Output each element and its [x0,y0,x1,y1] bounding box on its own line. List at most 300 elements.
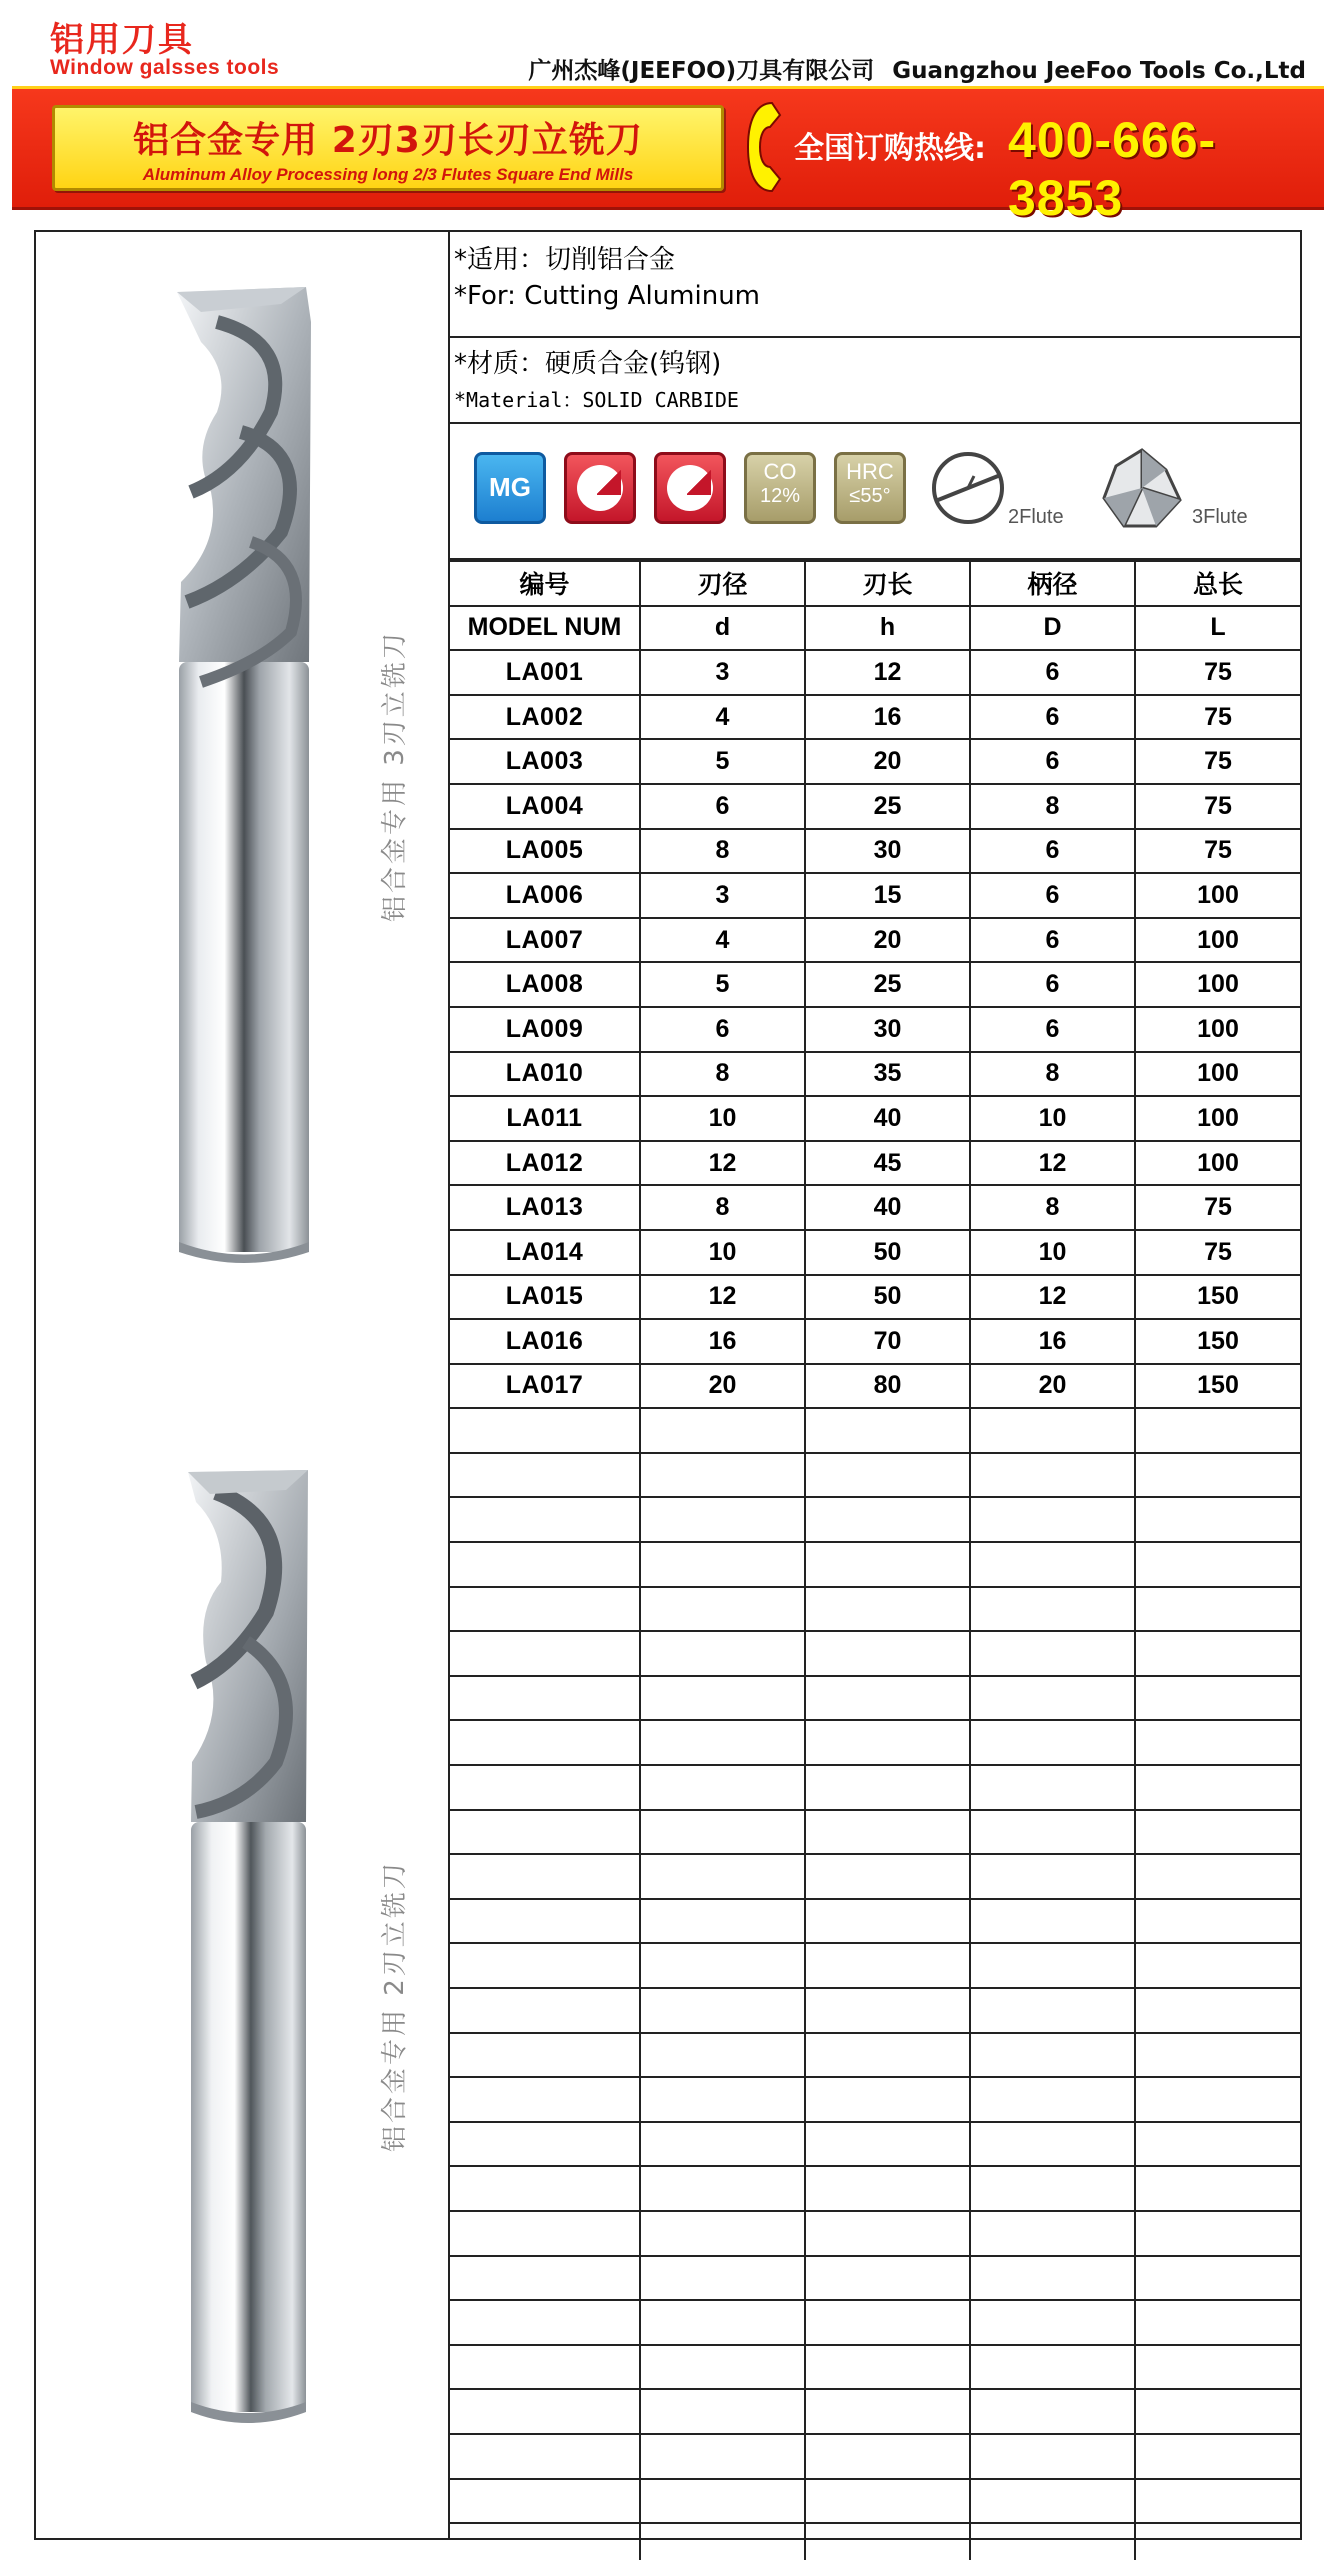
empty-cell [970,2256,1135,2301]
value-cell: 8 [640,1185,805,1230]
company-name-cn: 广州杰峰(JEEFOO)刀具有限公司 [528,58,875,84]
table-row [450,2033,1300,2078]
header-model-cn: 编号 [450,561,640,606]
material-info [450,338,1300,424]
empty-cell [805,2479,970,2524]
value-cell: 6 [970,650,1135,695]
spec-panel [450,232,1300,2538]
empty-cell [970,1988,1135,2033]
empty-cell [640,1453,805,1498]
empty-cell [805,2256,970,2301]
header-overall-en: L [1135,606,1300,651]
value-cell: 10 [640,1096,805,1141]
empty-cell [640,1542,805,1587]
value-cell: 8 [970,1185,1135,1230]
empty-cell [805,1854,970,1899]
model-cell: LA010 [450,1052,640,1097]
table-row [450,1364,1300,1409]
table-row [450,1676,1300,1721]
header-overall-cn: 总长 [1135,561,1300,606]
empty-cell [970,1676,1135,1721]
empty-cell [970,2345,1135,2390]
header-diameter-cn: 刃径 [640,561,805,606]
empty-cell [970,2389,1135,2434]
empty-cell [805,2389,970,2434]
table-row [450,1453,1300,1498]
end-mill-3flute-image [121,282,321,1282]
cobalt-content-icon [744,452,816,524]
helix-35-icon [654,452,726,524]
empty-cell [1135,1676,1300,1721]
empty-cell [805,1988,970,2033]
value-cell: 6 [970,962,1135,1007]
empty-cell [450,1810,640,1855]
value-cell: 150 [1135,1319,1300,1364]
empty-cell [805,1542,970,1587]
empty-cell [1135,1810,1300,1855]
table-row [450,1230,1300,1275]
empty-cell [970,2479,1135,2524]
empty-cell [640,1810,805,1855]
company-name-en: Guangzhou JeeFoo Tools Co.,Ltd [892,58,1306,84]
empty-cell [970,1899,1135,1944]
empty-cell [805,2033,970,2078]
application-info [450,232,1300,338]
value-cell: 4 [640,695,805,740]
banner-title-en: Aluminum Alloy Processing long 2/3 Flutes Square End Mills [142,165,634,184]
empty-cell [970,2077,1135,2122]
empty-cell [1135,1720,1300,1765]
empty-cell [1135,2122,1300,2167]
model-cell: LA009 [450,1007,640,1052]
value-cell: 8 [640,1052,805,1097]
empty-cell [805,1810,970,1855]
value-cell: 16 [805,695,970,740]
empty-cell [640,2389,805,2434]
empty-cell [805,1497,970,1542]
tool1-side-label: 铝合金专用 3刃立铣刀 [380,630,410,922]
value-cell: 20 [640,1364,805,1409]
feature-icons [450,424,1300,560]
empty-cell [1135,1408,1300,1453]
header-shank-en: D [970,606,1135,651]
model-cell: LA017 [450,1364,640,1409]
empty-cell [1135,2434,1300,2479]
empty-cell [1135,2256,1300,2301]
empty-cell [805,1765,970,1810]
value-cell: 8 [970,1052,1135,1097]
value-cell: 20 [805,918,970,963]
empty-cell [970,1765,1135,1810]
material-cn: *材质：硬质合金(钨钢) [454,349,722,379]
model-cell: LA004 [450,784,640,829]
table-row [450,2256,1300,2301]
empty-cell [640,2077,805,2122]
table-row [450,2211,1300,2256]
empty-cell [970,1497,1135,1542]
value-cell: 100 [1135,1096,1300,1141]
table-row [450,1854,1300,1899]
value-cell: 6 [970,695,1135,740]
value-cell: 50 [805,1230,970,1275]
value-cell: 12 [970,1275,1135,1320]
empty-cell [450,1408,640,1453]
value-cell: 75 [1135,695,1300,740]
empty-cell [1135,2300,1300,2345]
empty-cell [450,1943,640,1988]
banner-title-cn: 铝合金专用 2刃3刃长刃立铣刀 [133,120,643,161]
value-cell: 100 [1135,1141,1300,1186]
value-cell: 25 [805,962,970,1007]
empty-cell [1135,2479,1300,2524]
empty-cell [1135,2033,1300,2078]
empty-cell [640,1765,805,1810]
header-length-en: h [805,606,970,651]
empty-cell [640,1720,805,1765]
empty-cell [450,2434,640,2479]
value-cell: 3 [640,873,805,918]
value-cell: 75 [1135,650,1300,695]
empty-cell [640,1408,805,1453]
value-cell: 30 [805,1007,970,1052]
table-row [450,1007,1300,1052]
value-cell: 40 [805,1096,970,1141]
value-cell: 8 [640,829,805,874]
model-cell: LA007 [450,918,640,963]
empty-cell [450,2345,640,2390]
table-row [450,1765,1300,1810]
model-cell: LA005 [450,829,640,874]
hotline-label: 全国订购热线: [794,131,986,166]
value-cell: 16 [640,1319,805,1364]
value-cell: 10 [970,1230,1135,1275]
spec-table [450,560,1300,2560]
value-cell: 45 [805,1141,970,1186]
value-cell: 6 [970,918,1135,963]
table-row [450,1408,1300,1453]
table-row [450,2434,1300,2479]
table-row [450,650,1300,695]
value-cell: 50 [805,1275,970,1320]
empty-cell [970,1854,1135,1899]
application-en: *For: Cutting Aluminum [454,281,761,311]
empty-cell [640,2345,805,2390]
table-row [450,1497,1300,1542]
value-cell: 12 [640,1141,805,1186]
empty-cell [1135,2345,1300,2390]
hardness-value: ≤55° [849,485,891,507]
model-cell: LA015 [450,1275,640,1320]
value-cell: 10 [970,1096,1135,1141]
empty-cell [970,2523,1135,2560]
value-cell: 100 [1135,873,1300,918]
empty-cell [640,2479,805,2524]
end-mill-2flute-image [136,1462,316,2442]
empty-cell [970,1587,1135,1632]
table-row [450,1542,1300,1587]
empty-cell [1135,1899,1300,1944]
header-diameter-en: d [640,606,805,651]
value-cell: 6 [970,1007,1135,1052]
empty-cell [1135,1943,1300,1988]
value-cell: 75 [1135,829,1300,874]
value-cell: 6 [970,739,1135,784]
value-cell: 150 [1135,1275,1300,1320]
table-row [450,918,1300,963]
empty-cell [640,1854,805,1899]
table-row [450,1319,1300,1364]
empty-cell [1135,2389,1300,2434]
empty-cell [450,1899,640,1944]
banner-title-box [52,105,724,191]
model-cell: LA002 [450,695,640,740]
banner [12,86,1324,226]
empty-cell [805,2434,970,2479]
model-cell: LA014 [450,1230,640,1275]
value-cell: 10 [640,1230,805,1275]
value-cell: 75 [1135,784,1300,829]
value-cell: 150 [1135,1364,1300,1409]
value-cell: 5 [640,739,805,784]
empty-cell [970,1720,1135,1765]
table-row [450,1587,1300,1632]
empty-cell [450,1720,640,1765]
model-cell: LA012 [450,1141,640,1186]
empty-cell [450,2389,640,2434]
value-cell: 20 [805,739,970,784]
value-cell: 12 [640,1275,805,1320]
value-cell: 3 [640,650,805,695]
value-cell: 75 [1135,1185,1300,1230]
empty-cell [970,1453,1135,1498]
value-cell: 12 [970,1141,1135,1186]
value-cell: 70 [805,1319,970,1364]
model-cell: LA003 [450,739,640,784]
value-cell: 6 [640,1007,805,1052]
cobalt-label: CO [763,459,797,484]
hotline-number: 400-666-3853 [1008,112,1217,226]
empty-cell [805,1587,970,1632]
value-cell: 35 [805,1052,970,1097]
empty-cell [1135,2211,1300,2256]
empty-cell [805,1899,970,1944]
empty-cell [1135,1542,1300,1587]
empty-cell [970,2122,1135,2167]
empty-cell [805,1631,970,1676]
helix-45-icon [564,452,636,524]
table-row [450,2345,1300,2390]
table-header-cn [450,561,1300,606]
spec-table-body [450,650,1300,2560]
empty-cell [640,1631,805,1676]
empty-cell [970,1542,1135,1587]
empty-cell [1135,1988,1300,2033]
material-en: *Material：SOLID CARBIDE [454,388,739,412]
empty-cell [970,1408,1135,1453]
table-row [450,2166,1300,2211]
company-name [528,52,1306,85]
empty-cell [1135,1854,1300,1899]
empty-cell [805,1943,970,1988]
empty-cell [450,1676,640,1721]
empty-cell [805,2211,970,2256]
empty-cell [640,2122,805,2167]
empty-cell [970,2211,1135,2256]
value-cell: 75 [1135,739,1300,784]
empty-cell [450,1988,640,2033]
empty-cell [1135,1765,1300,1810]
empty-cell [640,1497,805,1542]
empty-cell [1135,2166,1300,2211]
table-row [450,2122,1300,2167]
table-row [450,2523,1300,2560]
table-row [450,2479,1300,2524]
value-cell: 100 [1135,918,1300,963]
table-row [450,1275,1300,1320]
value-cell: 6 [970,829,1135,874]
table-row [450,1943,1300,1988]
empty-cell [450,1542,640,1587]
empty-cell [1135,1453,1300,1498]
empty-cell [970,1810,1135,1855]
empty-cell [805,2300,970,2345]
empty-cell [450,2256,640,2301]
tool2-side-label: 铝合金专用 2刃立铣刀 [380,1860,410,2152]
empty-cell [970,2166,1135,2211]
empty-cell [805,1720,970,1765]
table-row [450,1096,1300,1141]
empty-cell [640,1988,805,2033]
empty-cell [970,2033,1135,2078]
product-images-panel [36,232,450,2538]
empty-cell [450,1453,640,1498]
value-cell: 20 [970,1364,1135,1409]
cobalt-value: 12% [759,485,801,507]
value-cell: 80 [805,1364,970,1409]
empty-cell [1135,2077,1300,2122]
empty-cell [805,2077,970,2122]
empty-cell [805,1676,970,1721]
model-cell: LA011 [450,1096,640,1141]
application-cn: *适用：切削铝合金 [454,245,676,275]
three-flute-icon [1096,442,1188,534]
value-cell: 5 [640,962,805,1007]
empty-cell [450,2523,640,2560]
empty-cell [450,1854,640,1899]
empty-cell [450,2166,640,2211]
value-cell: 6 [970,873,1135,918]
product-sheet [34,230,1302,2540]
empty-cell [450,2033,640,2078]
model-cell: LA016 [450,1319,640,1364]
empty-cell [640,1899,805,1944]
model-cell: LA008 [450,962,640,1007]
empty-cell [805,2345,970,2390]
value-cell: 100 [1135,962,1300,1007]
table-row [450,784,1300,829]
brand-title-cn: 铝用刀具 [50,20,194,60]
empty-cell [450,1631,640,1676]
table-row [450,1141,1300,1186]
table-row [450,739,1300,784]
table-row [450,1988,1300,2033]
table-row [450,1720,1300,1765]
empty-cell [450,1765,640,1810]
value-cell: 6 [640,784,805,829]
header-shank-cn: 柄径 [970,561,1135,606]
empty-cell [640,2523,805,2560]
table-row [450,1052,1300,1097]
table-row [450,2389,1300,2434]
phone-icon [742,99,786,195]
three-flute-label: 3Flute [1192,506,1248,528]
model-cell: LA006 [450,873,640,918]
value-cell: 12 [805,650,970,695]
value-cell: 8 [970,784,1135,829]
empty-cell [805,1453,970,1498]
header-length-cn: 刃长 [805,561,970,606]
table-row [450,1631,1300,1676]
empty-cell [970,1943,1135,1988]
table-header-en [450,606,1300,651]
empty-cell [450,2479,640,2524]
empty-cell [640,1943,805,1988]
empty-cell [1135,1497,1300,1542]
table-row [450,873,1300,918]
empty-cell [970,1631,1135,1676]
table-row [450,1185,1300,1230]
empty-cell [1135,1631,1300,1676]
empty-cell [970,2300,1135,2345]
empty-cell [640,1676,805,1721]
empty-cell [640,2434,805,2479]
empty-cell [805,2166,970,2211]
value-cell: 75 [1135,1230,1300,1275]
empty-cell [450,2122,640,2167]
brand-title-en: Window galsses tools [50,56,280,79]
mg-grade-icon: MG [474,452,546,524]
table-row [450,962,1300,1007]
table-row [450,829,1300,874]
value-cell: 4 [640,918,805,963]
table-row [450,1899,1300,1944]
empty-cell [640,2033,805,2078]
hardness-icon [834,452,906,524]
empty-cell [450,2211,640,2256]
two-flute-label: 2Flute [1008,506,1064,528]
empty-cell [640,2256,805,2301]
model-cell: LA013 [450,1185,640,1230]
two-flute-icon [928,448,1008,528]
empty-cell [1135,1587,1300,1632]
table-row [450,2077,1300,2122]
value-cell: 30 [805,829,970,874]
empty-cell [450,2077,640,2122]
empty-cell [450,1497,640,1542]
value-cell: 100 [1135,1052,1300,1097]
value-cell: 100 [1135,1007,1300,1052]
empty-cell [805,1408,970,1453]
table-row [450,2300,1300,2345]
value-cell: 25 [805,784,970,829]
model-cell: LA001 [450,650,640,695]
value-cell: 15 [805,873,970,918]
empty-cell [640,2211,805,2256]
empty-cell [805,2122,970,2167]
hardness-label: HRC [846,459,894,484]
empty-cell [450,1587,640,1632]
empty-cell [640,2300,805,2345]
